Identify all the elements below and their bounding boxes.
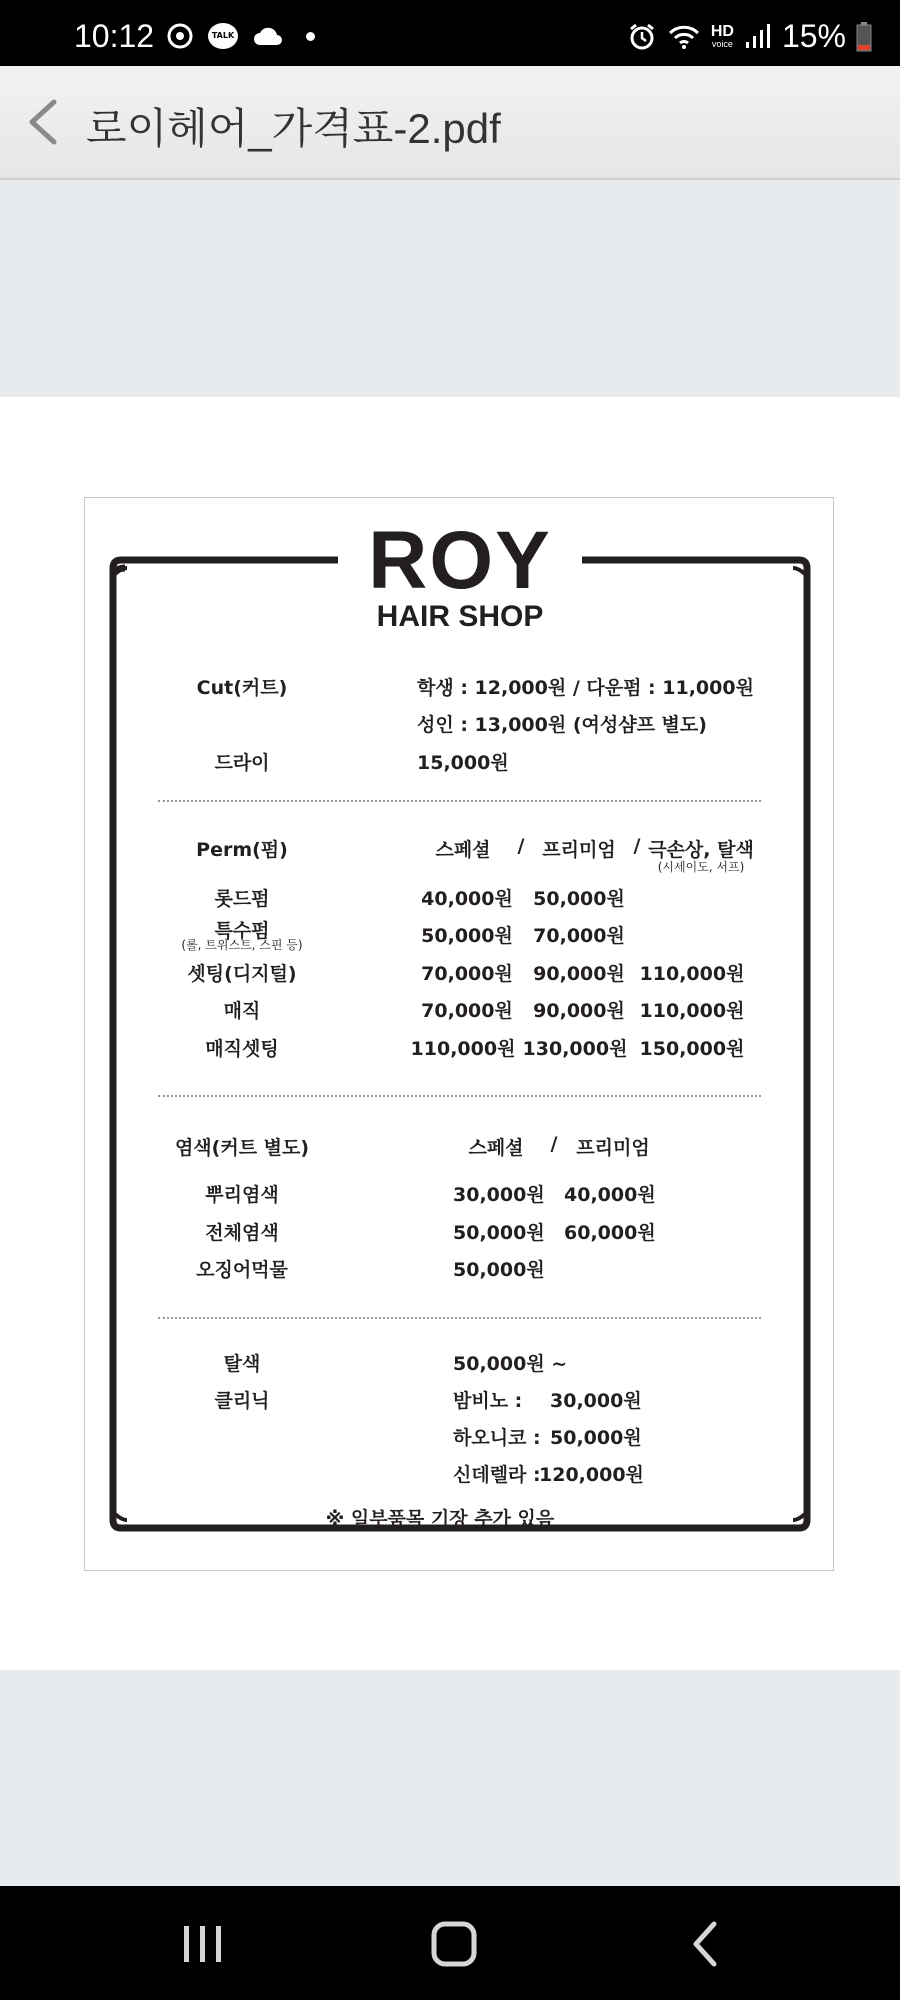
perm-row-name: 특수펌 — [214, 920, 270, 942]
color-row-premium: 40,000원 — [564, 1184, 656, 1206]
perm-row-damage: 110,000원 — [639, 963, 745, 985]
color-col-sep: / — [550, 1133, 558, 1155]
perm-col-damage-note: (시세이도, 서프) — [657, 860, 745, 874]
perm-row-name: 셋팅(디지털) — [187, 963, 297, 985]
perm-row-name: 매직셋팅 — [205, 1038, 279, 1060]
color-row-name: 전체염색 — [205, 1222, 279, 1244]
home-icon[interactable] — [424, 1916, 484, 1972]
system-icons — [627, 18, 872, 55]
bleach-price: 50,000원 ~ — [453, 1353, 568, 1375]
perm-row-name: 매직 — [223, 1000, 261, 1022]
back-icon[interactable] — [18, 94, 74, 150]
perm-col-premium: 프리미엄 — [542, 839, 616, 861]
clinic-label: 클리닉 — [214, 1390, 270, 1412]
color-row-premium: 60,000원 — [564, 1222, 656, 1244]
color-row-name: 뿌리염색 — [205, 1184, 279, 1206]
perm-row-damage: 150,000원 — [639, 1038, 745, 1060]
dry-price: 15,000원 — [417, 752, 509, 774]
status-bar — [0, 0, 900, 66]
wifi-icon — [667, 23, 701, 51]
perm-row-special: 70,000원 — [421, 1000, 513, 1022]
voice-label: voice — [711, 39, 733, 49]
hd-label: HD — [710, 23, 734, 40]
color-row-special: 50,000원 — [453, 1259, 545, 1281]
section-divider — [158, 800, 761, 802]
cloud-icon — [252, 25, 284, 47]
perm-row-premium: 90,000원 — [533, 963, 625, 985]
brand-subtitle: HAIR SHOP — [376, 600, 544, 633]
perm-row-premium: 90,000원 — [533, 1000, 625, 1022]
color-col-premium: 프리미엄 — [576, 1137, 650, 1159]
perm-row-special: 50,000원 — [421, 925, 513, 947]
clinic-item-name: 하오니코 : — [453, 1427, 541, 1449]
price-sheet — [84, 497, 834, 1571]
hd-voice-icon — [711, 24, 734, 49]
clinic-item-price: 30,000원 — [550, 1390, 642, 1412]
cut-price-line1: 학생 : 12,000원 / 다운펌 : 11,000원 — [417, 677, 754, 699]
nav-back-icon[interactable] — [676, 1916, 736, 1972]
bleach-label: 탈색 — [223, 1353, 261, 1375]
clinic-item-price: 50,000원 — [550, 1427, 642, 1449]
perm-row-premium: 70,000원 — [533, 925, 625, 947]
cut-price-line2: 성인 : 13,000원 (여성샴프 별도) — [417, 714, 707, 736]
messenger-icon — [166, 22, 194, 50]
talk-icon — [208, 23, 238, 49]
perm-col-sep: / — [517, 835, 525, 857]
perm-row-name: 롯드펌 — [214, 888, 270, 910]
battery-percent: 15% — [781, 18, 846, 54]
color-label: 염색(커트 별도) — [174, 1137, 310, 1159]
dry-label: 드라이 — [214, 752, 270, 774]
signal-icon — [744, 24, 772, 50]
clinic-item-price: 120,000원 — [539, 1464, 644, 1486]
perm-row-damage: 110,000원 — [639, 1000, 745, 1022]
color-col-special: 스페셜 — [468, 1137, 524, 1159]
perm-col-sep: / — [633, 835, 641, 857]
battery-icon — [856, 22, 872, 52]
perm-col-special: 스페셜 — [435, 839, 491, 861]
perm-row-special: 110,000원 — [410, 1038, 516, 1060]
color-row-special: 50,000원 — [453, 1222, 545, 1244]
section-divider — [158, 1317, 761, 1319]
section-divider — [158, 1095, 761, 1097]
clinic-item-name: 밤비노 : — [453, 1390, 523, 1412]
perm-row-note: (롤, 트위스트, 스핀 등) — [181, 938, 303, 952]
brand-name: ROY — [368, 515, 552, 606]
status-time: 10:12 — [74, 18, 155, 54]
document-header — [0, 66, 900, 180]
navigation-bar — [0, 1886, 900, 2000]
alarm-icon — [627, 22, 657, 52]
footnote: ※ 일부품목 기장 추가 있음 — [325, 1508, 555, 1530]
recent-apps-icon[interactable] — [172, 1916, 232, 1972]
dot-icon — [306, 32, 315, 41]
perm-row-special: 70,000원 — [421, 963, 513, 985]
color-row-special: 30,000원 — [453, 1184, 545, 1206]
perm-label: Perm(펌) — [196, 839, 288, 861]
clinic-item-name: 신데렐라 : — [453, 1464, 541, 1486]
cut-label: Cut(커트) — [196, 677, 288, 699]
pdf-page — [0, 397, 900, 1670]
color-row-name: 오징어먹물 — [196, 1259, 288, 1281]
perm-col-damage: 극손상, 탈색 — [648, 839, 754, 861]
notification-icons — [166, 22, 315, 50]
talk-icon-label: TALK — [211, 31, 235, 40]
perm-row-premium: 50,000원 — [533, 888, 625, 910]
document-title: 로이헤어_가격표-2.pdf — [86, 105, 501, 152]
perm-row-premium: 130,000원 — [522, 1038, 628, 1060]
perm-row-special: 40,000원 — [421, 888, 513, 910]
